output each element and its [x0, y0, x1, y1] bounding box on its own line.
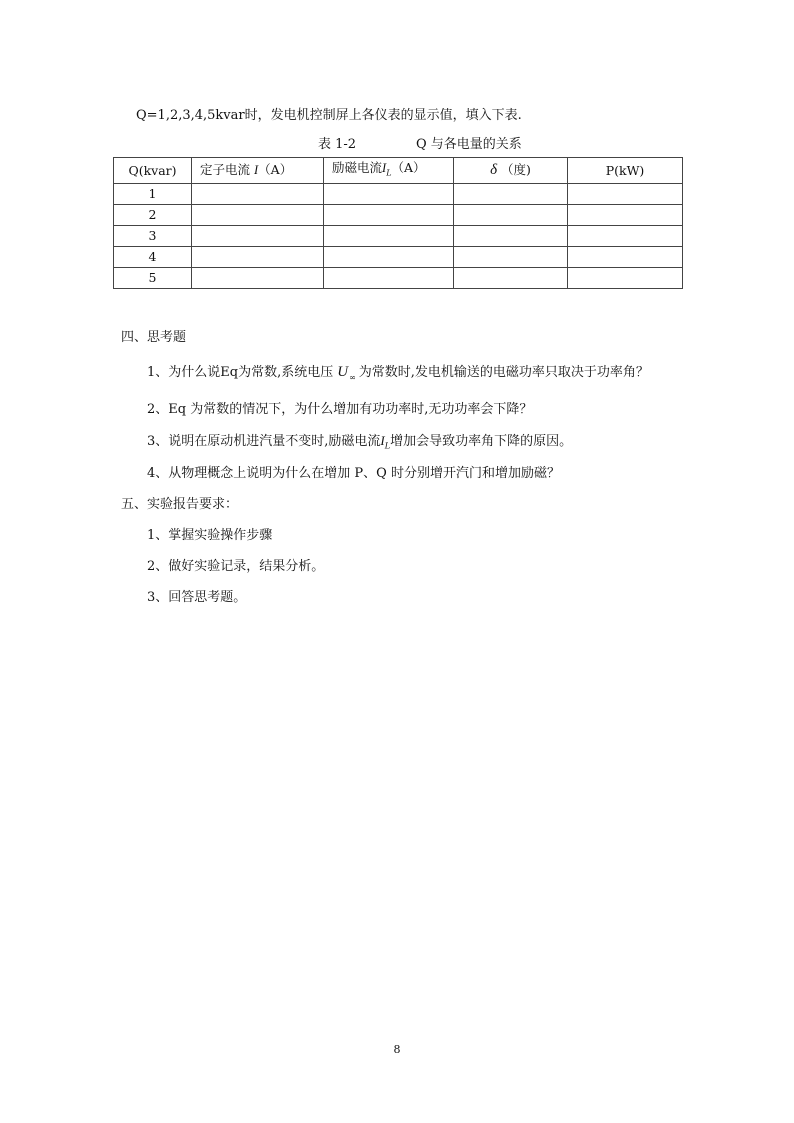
- table-caption-number: 表 1-2: [318, 137, 357, 152]
- empty-cell[interactable]: [454, 225, 568, 246]
- empty-cell[interactable]: [454, 267, 568, 288]
- table-header-row: [114, 158, 683, 184]
- voltage-symbol: U: [337, 364, 349, 380]
- empty-cell[interactable]: [324, 267, 454, 288]
- excitation-symbol: I: [382, 161, 387, 175]
- header-excitation-current: [324, 158, 454, 184]
- voltage-subscript: ∞: [349, 372, 356, 382]
- excitation-label: 励磁电流: [332, 160, 383, 175]
- empty-cell[interactable]: [568, 183, 683, 204]
- stator-symbol: I: [254, 163, 259, 178]
- empty-cell[interactable]: [454, 183, 568, 204]
- empty-cell[interactable]: [324, 225, 454, 246]
- table-row: [114, 246, 683, 267]
- question-3-prefix: 3、说明在原动机进汽量不变时,励磁电流: [147, 434, 381, 449]
- empty-cell[interactable]: [568, 204, 683, 225]
- excitation-unit: （A）: [391, 160, 426, 175]
- empty-cell[interactable]: [324, 204, 454, 225]
- empty-cell[interactable]: [568, 225, 683, 246]
- header-delta: [454, 158, 568, 184]
- header-stator-current: [192, 158, 324, 184]
- intro-sentence: Q=1,2,3,4,5kvar时，发电机控制屏上各仪表的显示值，填入下表.: [136, 108, 522, 123]
- empty-cell[interactable]: [454, 204, 568, 225]
- empty-cell[interactable]: [568, 246, 683, 267]
- section4-title: 四、思考题: [121, 330, 187, 345]
- empty-cell[interactable]: [192, 225, 324, 246]
- excitation-current-symbol: I: [380, 433, 385, 448]
- row-q-value: 4: [114, 246, 192, 267]
- report-item-1: 1、掌握实验操作步骤: [147, 528, 273, 543]
- empty-cell[interactable]: [192, 267, 324, 288]
- report-item-3: 3、回答思考题。: [147, 590, 247, 605]
- section5-title: 五、实验报告要求：: [121, 497, 239, 512]
- excitation-current-subscript: L: [384, 441, 391, 451]
- question-1-prefix: 1、为什么说Eq为常数,系统电压: [147, 365, 334, 380]
- empty-cell[interactable]: [568, 267, 683, 288]
- empty-cell[interactable]: [324, 183, 454, 204]
- stator-label: 定子电流: [200, 162, 251, 178]
- empty-cell[interactable]: [192, 183, 324, 204]
- question-3-suffix: 增加会导致功率角下降的原因。: [390, 434, 573, 449]
- row-q-value: 2: [114, 204, 192, 225]
- delta-unit: （度): [501, 162, 531, 178]
- table-row: [114, 204, 683, 225]
- row-q-value: 1: [114, 183, 192, 204]
- table-row: [114, 267, 683, 288]
- table-row: [114, 225, 683, 246]
- row-q-value: 5: [114, 267, 192, 288]
- question-3: [147, 430, 572, 451]
- empty-cell[interactable]: [324, 246, 454, 267]
- question-1: [147, 361, 649, 382]
- empty-cell[interactable]: [192, 204, 324, 225]
- measurement-table: [113, 157, 683, 289]
- question-4: 4、从物理概念上说明为什么在增加 P、Q 时分别增开汽门和增加励磁？: [147, 466, 560, 481]
- row-q-value: 3: [114, 225, 192, 246]
- excitation-subscript: L: [386, 168, 392, 178]
- delta-symbol: δ: [490, 162, 498, 179]
- question-2: 2、Eq 为常数的情况下，为什么增加有功功率时,无功功率会下降？: [147, 402, 533, 417]
- table-caption-title: Q 与各电量的关系: [416, 137, 522, 152]
- header-q: Q(kvar): [114, 158, 192, 184]
- empty-cell[interactable]: [192, 246, 324, 267]
- stator-unit: （A）: [258, 162, 293, 178]
- page-number: 8: [393, 1043, 401, 1056]
- empty-cell[interactable]: [454, 246, 568, 267]
- header-p: P(kW): [568, 158, 683, 184]
- question-1-suffix: 为常数时,发电机输送的电磁功率只取决于功率角？: [358, 365, 649, 380]
- table-row: [114, 183, 683, 204]
- report-item-2: 2、做好实验记录，结果分析。: [147, 559, 325, 574]
